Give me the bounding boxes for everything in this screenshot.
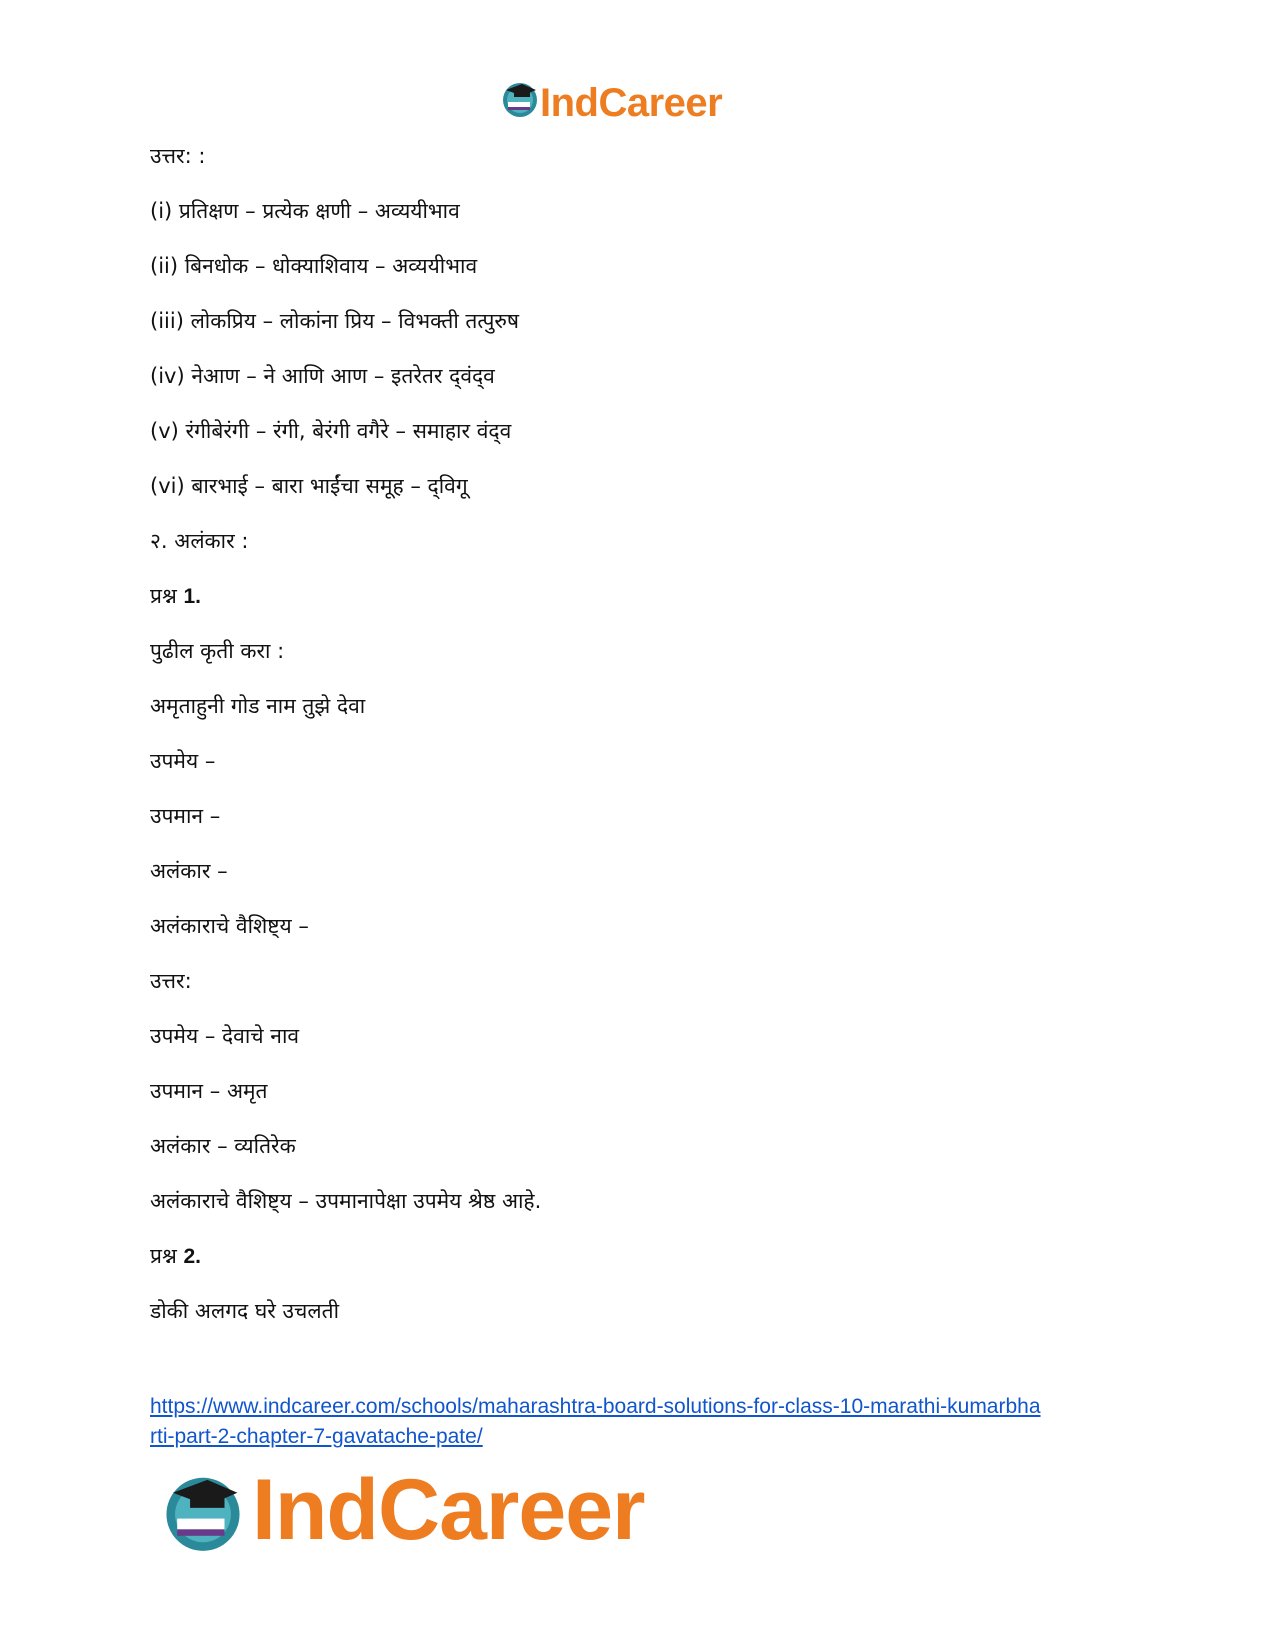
source-link[interactable] xyxy=(150,1392,1130,1452)
text-line: उत्तर: : xyxy=(150,144,206,168)
text-line: उपमेय – देवाचे नाव xyxy=(150,1024,300,1048)
graduation-globe-icon xyxy=(160,1467,246,1553)
text-line: (iii) लोकप्रिय – लोकांना प्रिय – विभक्ती तत्पुरुष xyxy=(150,309,520,333)
text-line: अलंकार – xyxy=(150,859,228,883)
source-link-line-2[interactable]: rti-part-2-chapter-7-gavatache-pate/ xyxy=(150,1425,483,1448)
text-line: अलंकाराचे वैशिष्ट्य – xyxy=(150,914,309,938)
text-line: उपमान – xyxy=(150,804,221,828)
text-line: पुढील कृती करा : xyxy=(150,639,285,663)
question-prefix: प्रश्न xyxy=(150,584,184,608)
text-line: (iv) नेआण – ने आणि आण – इतरेतर द्‌वंद्‌व xyxy=(150,364,495,388)
text-line: (v) रंगीबेरंगी – रंगी, बेरंगी वगैरे – समाहार वंद्‌व xyxy=(150,419,512,443)
text-line: (vi) बारभाई – बारा भाईंचा समूह – द्‌विगू xyxy=(150,474,468,498)
text-line: उपमेय – xyxy=(150,749,216,773)
text-line: उपमान – अमृत xyxy=(150,1079,268,1103)
text-line: डोकी अलगद घरे उचलती xyxy=(150,1299,340,1323)
text-line: अमृताहुनी गोड नाम तुझे देवा xyxy=(150,694,366,718)
document-body xyxy=(150,142,1150,1352)
logo-wordmark: IndCareer xyxy=(540,81,723,125)
graduation-globe-icon xyxy=(500,78,540,118)
logo-wordmark: IndCareer xyxy=(252,1462,645,1558)
question-heading xyxy=(150,1242,1150,1297)
text-line: अलंकाराचे वैशिष्ट्य – उपमानापेक्षा उपमेय श्रेष्ठ आहे. xyxy=(150,1189,542,1213)
question-number: 1. xyxy=(183,585,201,608)
section-heading: २. अलंकार : xyxy=(150,529,249,553)
text-line: अलंकार – व्यतिरेक xyxy=(150,1134,296,1158)
text-line: (ii) बिनधोक – धोक्याशिवाय – अव्ययीभाव xyxy=(150,254,478,278)
text-line: (i) प्रतिक्षण – प्रत्येक क्षणी – अव्ययीभाव xyxy=(150,199,460,223)
footer-logo xyxy=(160,1460,700,1560)
source-link-line-1[interactable]: https://www.indcareer.com/schools/maharashtra-board-solutions-for-class-10-marathi-kumarbha xyxy=(150,1395,1041,1418)
question-heading xyxy=(150,582,1150,637)
header-logo xyxy=(500,78,780,128)
question-prefix: प्रश्न xyxy=(150,1244,184,1268)
text-line: उत्तर: xyxy=(150,969,192,993)
question-number: 2. xyxy=(183,1245,201,1268)
